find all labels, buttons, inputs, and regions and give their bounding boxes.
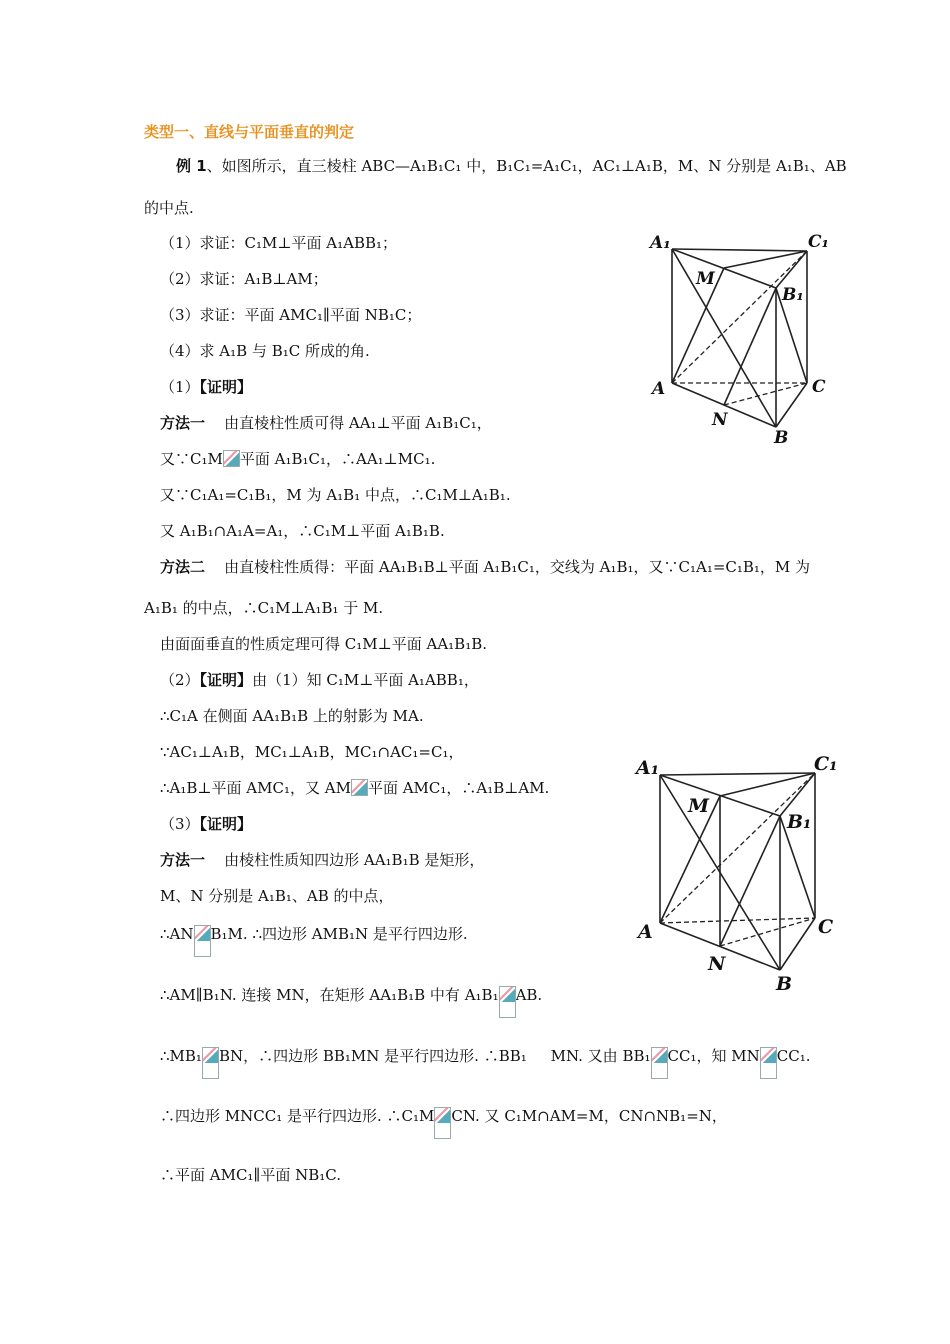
proof1-method2: [160, 557, 810, 577]
example-line-1: [176, 156, 847, 176]
proof1-line7: 由面面垂直的性质定理可得 C₁M⊥平面 AA₁B₁B.: [160, 635, 487, 653]
text: ∴A₁B⊥平面 AMC₁，又 AM: [160, 779, 351, 797]
line-A1B: [672, 249, 776, 427]
proof3-heading: [160, 814, 252, 834]
proof1-num: （1）: [160, 378, 200, 396]
proof3-tag: 【证明】: [199, 815, 253, 833]
proof3-line2: M、N 分别是 A₁B₁、AB 的中点，: [160, 887, 394, 905]
proof2-line3: [160, 778, 549, 798]
proof3-line5: [160, 1046, 811, 1079]
method1-text: 由直棱柱性质可得 AA₁⊥平面 A₁B₁C₁，: [224, 414, 492, 432]
proof3-num: （3）: [160, 815, 200, 833]
label-B: B: [776, 973, 793, 995]
proof2-num: （2）: [160, 671, 200, 689]
method2-label: 方法二: [160, 558, 206, 576]
line-MC1: [720, 773, 815, 796]
parallel-equal-symbol-icon: [434, 1107, 451, 1139]
proof2-line2: ∵AC₁⊥A₁B，MC₁⊥A₁B，MC₁∩AC₁=C₁，: [160, 743, 464, 761]
label-C1: C₁: [808, 232, 829, 252]
parallel-equal-symbol-icon: [499, 986, 516, 1018]
proof2-tag: 【证明】: [199, 671, 253, 689]
text: CN. 又 C₁M∩AM=M，CN∩NB₁=N，: [451, 1107, 727, 1125]
label-A1: A₁: [636, 757, 660, 779]
label-N: N: [708, 953, 726, 975]
proof3-line7: ∴平面 AMC₁∥平面 NB₁C.: [160, 1166, 342, 1184]
method1-label: 方法一: [160, 851, 206, 869]
example-label: 例 1: [176, 157, 207, 175]
label-M: M: [696, 269, 715, 289]
label-B1: B₁: [787, 811, 812, 833]
text: MN. 又由 BB₁: [550, 1047, 651, 1065]
parallel-equal-symbol-icon: [202, 1047, 219, 1079]
proof1-line4: 又 A₁B₁∩A₁A=A₁，∴C₁M⊥平面 A₁B₁B.: [160, 522, 445, 540]
question-4: （4）求 A₁B 与 B₁C 所成的角.: [160, 342, 370, 360]
proof1-line3: 又∵C₁A₁=C₁B₁，M 为 A₁B₁ 中点，∴C₁M⊥A₁B₁.: [160, 486, 511, 504]
proof2-text: 由（1）知 C₁M⊥平面 A₁ABB₁，: [252, 671, 479, 689]
section-title: 类型一、直线与平面垂直的判定: [144, 123, 355, 141]
proof2-line1: ∴C₁A 在侧面 AA₁B₁B 上的射影为 MA.: [160, 707, 424, 725]
method1-label: 方法一: [160, 414, 206, 432]
subset-symbol-icon: [223, 450, 240, 467]
text: 平面 AMC₁，∴A₁B⊥AM.: [367, 779, 550, 797]
proof3-method1: [160, 850, 484, 870]
text: CC₁，知 MN: [667, 1047, 760, 1065]
label-C: C: [818, 916, 834, 938]
proof1-line6: A₁B₁ 的中点，∴C₁M⊥A₁B₁ 于 M.: [144, 599, 384, 617]
label-M: M: [688, 795, 710, 817]
prism-figure-2: [630, 748, 845, 996]
line-NB1: [724, 288, 776, 405]
text: 平面 A₁B₁C₁，∴AA₁⊥MC₁.: [239, 450, 436, 468]
subset-symbol-icon: [351, 779, 368, 796]
question-2: （2）求证：A₁B⊥AM；: [160, 270, 328, 288]
example-line-2: 的中点.: [144, 199, 194, 217]
text: ∴AN: [160, 925, 194, 943]
question-1: （1）求证：C₁M⊥平面 A₁ABB₁；: [160, 234, 398, 252]
text: BN，∴四边形 BB₁MN 是平行四边形. ∴BB₁: [218, 1047, 527, 1065]
text: ∴四边形 MNCC₁ 是平行四边形. ∴C₁M: [160, 1107, 435, 1125]
label-A1: A₁: [650, 233, 671, 253]
line-AC: [660, 918, 815, 923]
label-A: A: [638, 921, 653, 943]
line-NC: [720, 918, 815, 946]
text: AB.: [515, 986, 543, 1004]
parallel-equal-symbol-icon: [760, 1047, 777, 1079]
edge: [672, 249, 807, 251]
question-3: （3）求证：平面 AMC₁∥平面 NB₁C；: [160, 306, 422, 324]
edge: [780, 918, 815, 970]
edge: [660, 773, 815, 775]
proof1-line2: [160, 449, 435, 469]
proof3-line3: [160, 924, 468, 957]
text: CC₁.: [776, 1047, 811, 1065]
proof1-tag: 【证明】: [199, 378, 253, 396]
label-B1: B₁: [782, 285, 804, 305]
text: ∴AM∥B₁N. 连接 MN，在矩形 AA₁B₁B 中有 A₁B₁: [160, 986, 499, 1004]
label-C1: C₁: [814, 753, 838, 775]
line-NB1: [720, 816, 780, 946]
text: ∴MB₁: [160, 1047, 202, 1065]
method1-text: 由棱柱性质知四边形 AA₁B₁B 是矩形，: [224, 851, 485, 869]
label-N: N: [712, 410, 728, 430]
label-A: A: [652, 379, 666, 399]
text: B₁M. ∴四边形 AMB₁N 是平行四边形.: [210, 925, 468, 943]
label-B: B: [774, 428, 789, 448]
proof3-line6: [160, 1106, 727, 1139]
prism-figure-1: [640, 228, 840, 450]
proof1-heading: [160, 377, 252, 397]
parallel-equal-symbol-icon: [194, 925, 211, 957]
label-C: C: [812, 377, 826, 397]
parallel-equal-symbol-icon: [651, 1047, 668, 1079]
proof2-heading: [160, 670, 479, 690]
method2-text: 由直棱柱性质得：平面 AA₁B₁B⊥平面 A₁B₁C₁，交线为 A₁B₁，又∵C₁A₁=C₁B₁，M 为: [224, 558, 811, 576]
proof1-method1: [160, 413, 492, 433]
proof3-line4: [160, 985, 542, 1018]
example-text: 、如图所示，直三棱柱 ABC—A₁B₁C₁ 中，B₁C₁=A₁C₁，AC₁⊥A₁B，M、N 分别是 A₁B₁、AB: [206, 157, 847, 175]
text: 又∵C₁M: [160, 450, 223, 468]
